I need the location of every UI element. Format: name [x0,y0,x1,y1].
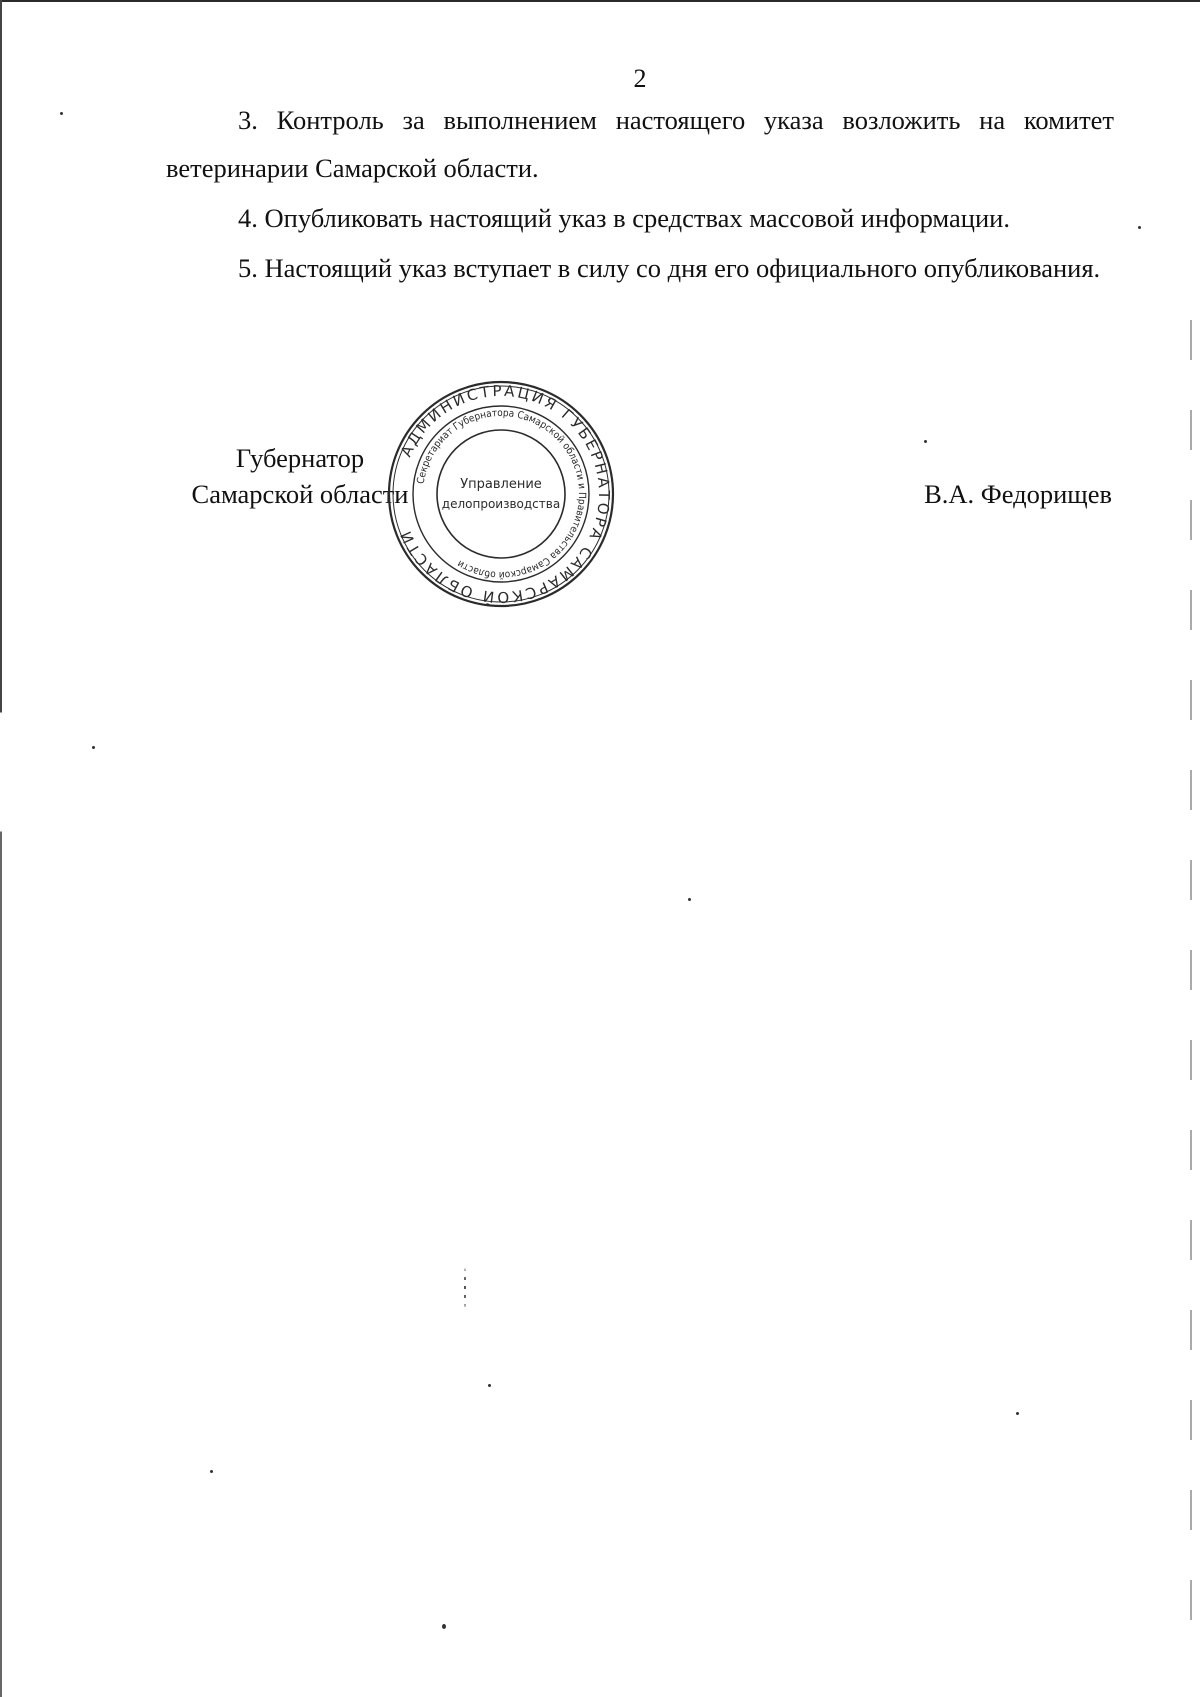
seal-outer-text: АДМИНИСТРАЦИЯ ГУБЕРНАТОРА САМАРСКОЙ ОБЛАСТИ [395,381,614,607]
scan-speck [688,898,691,901]
scan-speck [464,1268,466,1308]
document-body [166,96,1114,294]
paragraph-5: 5. Настоящий указ вступает в силу со дня его официального опубликования. [238,253,1101,283]
scan-speck [210,1470,213,1473]
signatory-position-line1: Губернатор [235,443,365,473]
scan-edge-top [0,0,1200,2]
scan-speck [442,1624,446,1629]
scan-speck [60,112,63,115]
scan-speck [1138,226,1141,229]
scan-edge-left [0,0,2,1697]
scan-speck [924,440,927,443]
scan-edge-right [1190,320,1192,1620]
official-seal-stamp [385,378,617,610]
paragraph-3: 3. Контроль за выполнением настоящего указа возложить на комитет ветеринарии Самарской области. [166,105,1114,183]
scan-speck [92,746,95,749]
seal-middle-text: Секретариат Губернатора Самарской области и Правительства Самарской области [415,407,588,581]
seal-center-line2: делопроизводства [441,497,561,511]
signatory-name: В.А. Федорищев [924,479,1112,509]
page-number: 2 [633,64,647,93]
paragraph-4: 4. Опубликовать настоящий указ в средствах массовой информации. [238,203,1010,233]
signatory-position-line2: Самарской области [191,479,409,509]
scan-speck [488,1384,491,1387]
seal-center-line1: Управление [460,477,542,492]
scan-speck [1016,1412,1019,1415]
